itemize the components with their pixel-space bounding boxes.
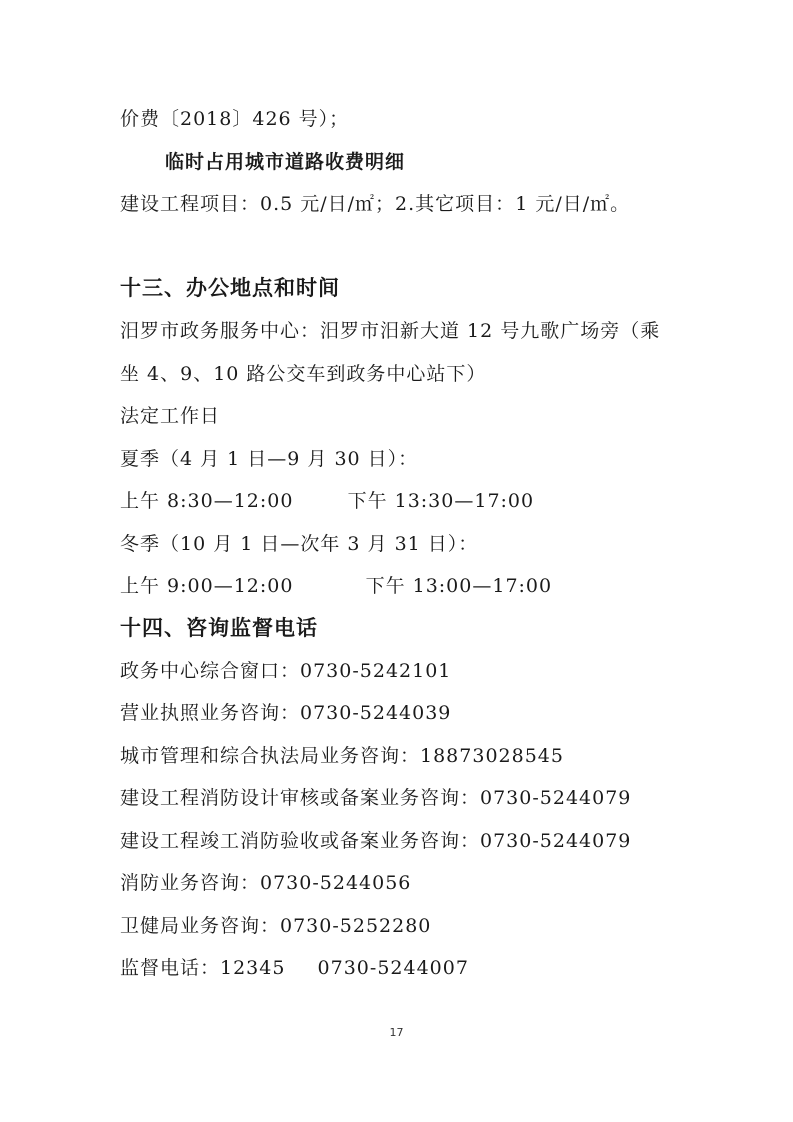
contact-line: 营业执照业务咨询：0730-5244039	[120, 702, 452, 724]
contact-line: 政务中心综合窗口：0730-5242101	[120, 660, 452, 682]
section-14-heading: 十四、咨询监督电话	[120, 616, 318, 640]
summer-morning-hours: 上午 8:30—12:00	[120, 490, 294, 512]
winter-morning-hours: 上午 9:00—12:00	[120, 575, 294, 597]
supervision-phone: 0730-5244007	[317, 957, 469, 979]
contact-line: 卫健局业务咨询：0730-5252280	[120, 915, 432, 937]
winter-season-label: 冬季（10 月 1 日—次年 3 月 31 日）：	[120, 533, 479, 555]
fee-subtitle: 临时占用城市道路收费明细	[165, 151, 406, 173]
contact-line: 城市管理和综合执法局业务咨询：18873028545	[120, 745, 564, 767]
contact-line: 建设工程竣工消防验收或备案业务咨询：0730-5244079	[120, 830, 632, 852]
summer-season-label: 夏季（4 月 1 日—9 月 30 日）：	[120, 448, 419, 470]
page-number: 17	[389, 1026, 404, 1039]
section-13-heading: 十三、办公地点和时间	[120, 276, 340, 300]
office-address-line-2: 坐 4、9、10 路公交车到政务中心站下）	[120, 363, 487, 385]
summer-hours-row	[120, 489, 534, 513]
winter-afternoon-hours: 下午 13:00—17:00	[365, 575, 553, 597]
office-address-line-1: 汨罗市政务服务中心：汨罗市汨新大道 12 号九歌广场旁（乘	[120, 320, 661, 342]
contact-line: 建设工程消防设计审核或备案业务咨询：0730-5244079	[120, 787, 632, 809]
fee-reference-line: 价费〔2018〕426 号）；	[120, 108, 350, 130]
summer-afternoon-hours: 下午 13:30—17:00	[347, 490, 535, 512]
supervision-label: 监督电话：12345	[120, 957, 286, 979]
winter-hours-row	[120, 574, 552, 598]
supervision-phone-row	[120, 956, 469, 980]
contact-line: 消防业务咨询：0730-5244056	[120, 872, 412, 894]
workday-label: 法定工作日	[120, 405, 221, 427]
fee-detail-line: 建设工程项目：0.5 元/日/㎡；2.其它项目：1 元/日/㎡。	[120, 193, 631, 215]
